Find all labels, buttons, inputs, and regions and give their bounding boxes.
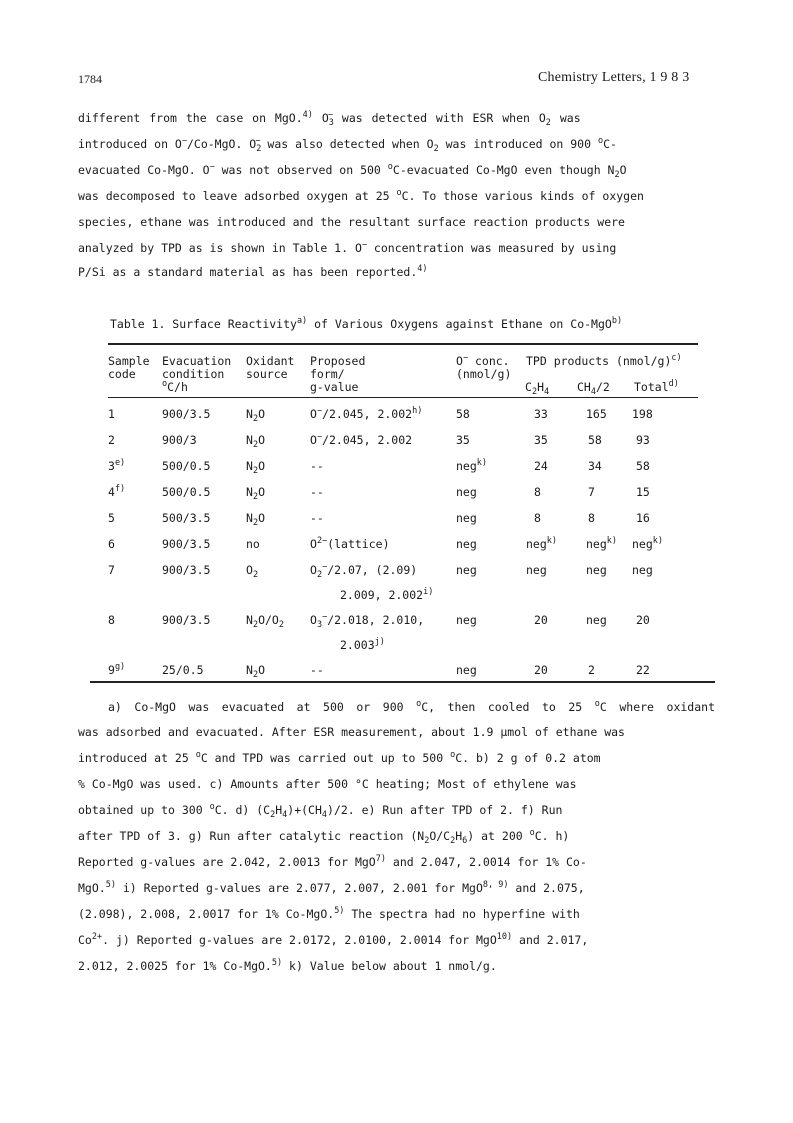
col-header-c2h4: $C_2H_4$ [525,380,550,397]
cell-conc: neg [456,663,477,677]
cell-sample-code: 8 [108,613,115,627]
cell-ch4: neg [586,613,607,627]
cell-evacuation: 900/3.5 [162,613,211,627]
cell-sample-code: 2 [108,433,115,447]
cell-total: 15 [636,485,650,499]
cell-c2h4: 20 [534,613,548,627]
footnote-line: (2.098), 2.008, 2.0017 for 1% Co-MgO.$^{5)}$ The spectra had no hyperfine with [78,906,580,921]
cell-proposed-form: O−/2.045, 2.002$^{h)}$ [310,406,423,421]
cell-c2h4: 35 [534,433,548,447]
footnote-line: after TPD of 3. g) Run after catalytic reaction $(N_2O/C_2H_6)$ at 200 $^o$C. h) [78,828,570,846]
col-header-sample: Sample code [108,354,150,381]
cell-total: 20 [636,613,650,627]
cell-ch4: 7 [588,485,595,499]
cell-total: neg$^{k)}$ [632,536,664,551]
cell-evacuation: 25/0.5 [162,663,204,677]
cell-c2h4: neg$^{k)}$ [526,536,558,551]
table-header-rule [108,397,698,398]
cell-conc: 58 [456,407,470,421]
footnote-line: introduced at 25 $^o$C and TPD was carried out up to 500 $^o$C. b) 2 g of 0.2 atom [78,750,601,765]
cell-sample-code: 7 [108,563,115,577]
cell-evacuation: 500/3.5 [162,511,211,525]
cell-oxidant: $N_2O$ [246,511,265,528]
cell-conc: neg [456,563,477,577]
cell-ch4: 34 [588,459,602,473]
footnote-line: 2.012, 2.0025 for 1% Co-MgO.$^{5)}$ k) Value below about 1 nmol/g. [78,958,497,973]
cell-evacuation: 900/3.5 [162,563,211,577]
cell-evacuation: 500/0.5 [162,459,211,473]
cell-oxidant: $N_2O$ [246,485,265,502]
cell-conc: neg [456,511,477,525]
footnote-line: a) Co-MgO was evacuated at 500 or 900 $^o$C, then cooled to 25 $^o$C where oxidant [108,699,715,714]
cell-ch4: 58 [588,433,602,447]
cell-ch4: neg [586,563,607,577]
footnote-line: % Co-MgO was used. c) Amounts after 500 °C heating; Most of ethylene was [78,777,577,791]
col-header-evacuation: Evacuation condition $^o$C/h [162,354,232,394]
cell-proposed-form: -- [310,459,324,473]
cell-proposed-form: -- [310,511,324,525]
journal-running-head: Chemistry Letters, 1 9 8 3 [538,70,690,85]
cell-oxidant: $O_2$ [246,563,259,580]
cell-c2h4: 8 [534,511,541,525]
cell-ch4: neg$^{k)}$ [586,536,618,551]
cell-ch4: 8 [588,511,595,525]
cell-conc: neg [456,537,477,551]
cell-proposed-form: -- [310,663,324,677]
body-line: was decomposed to leave adsorbed oxygen at 25 $^o$C. To those various kinds of oxygen [78,188,644,203]
cell-sample-code: 3$^{e)}$ [108,458,126,473]
body-line: different from the case on MgO.$^{4)}$ $O_3^-$ was detected with ESR when $O_2$ was [78,110,581,128]
table-bottom-rule [90,681,715,683]
cell-c2h4: 33 [534,407,548,421]
col-header-oxidant: Oxidant source [246,354,295,381]
cell-oxidant: $N_2O$ [246,663,265,680]
page-number: 1784 [78,72,102,86]
cell-proposed-form-cont: 2.009, 2.002$^{i)}$ [340,587,434,602]
cell-proposed-form: $O_2^-/2.07$, (2.09) [310,562,418,580]
table-caption: Table 1. Surface Reactivity$^{a)}$ of Various Oxygens against Ethane on Co-MgO$^{b)}$ [110,316,623,331]
col-header-proposed: Proposed form/ g-value [310,354,366,394]
footnote-line: MgO.$^{5)}$ i) Reported g-values are 2.077, 2.007, 2.001 for MgO$^{8, 9)}$ and 2.075, [78,880,585,895]
cell-oxidant: $N_2O$ [246,407,265,424]
cell-total: 16 [636,511,650,525]
col-header-tpd: TPD products (nmol/g)$^{c)}$ [526,353,682,368]
cell-sample-code: 6 [108,537,115,551]
cell-ch4: 165 [586,407,607,421]
cell-proposed-form-cont: 2.003$^{j)}$ [340,637,385,652]
cell-total: 93 [636,433,650,447]
body-line: analyzed by TPD as is shown in Table 1. O− concentration was measured by using [78,240,617,255]
cell-conc: neg [456,613,477,627]
cell-sample-code: 5 [108,511,115,525]
cell-c2h4: 24 [534,459,548,473]
footnote-line: was adsorbed and evacuated. After ESR measurement, about 1.9 µmol of ethane was [78,725,625,739]
cell-proposed-form: $O_3^-/2.018$, 2.010, [310,612,425,630]
cell-evacuation: 500/0.5 [162,485,211,499]
cell-proposed-form: $O^{2-}(lattice)$ [310,536,390,551]
col-header-ch4: $CH_4/2$ [577,380,610,397]
body-line: introduced on O−/Co-MgO. $O_2^-$ was also detected when $O_2$ was introduced on 900 $^o$C- [78,136,617,154]
cell-proposed-form: -- [310,485,324,499]
cell-evacuation: 900/3.5 [162,407,211,421]
cell-total: 22 [636,663,650,677]
cell-sample-code: 9$^{g)}$ [108,662,126,677]
cell-ch4: 2 [588,663,595,677]
footnote-line: $Co^{2+}$. j) Reported g-values are 2.0172, 2.0100, 2.0014 for MgO$^{10)}$ and 2.017, [78,932,589,947]
cell-sample-code: 4$^{f)}$ [108,484,126,499]
cell-conc: neg [456,485,477,499]
cell-oxidant: $N_2O/O_2$ [246,613,284,630]
col-header-total: Total$^{d)}$ [634,379,679,394]
table-top-rule [108,343,698,345]
cell-total: neg [632,563,653,577]
cell-evacuation: 900/3 [162,433,197,447]
cell-oxidant: no [246,537,260,551]
footnote-line: obtained up to 300 $^o$C. d) $(C_2H_4)+(CH_4)/2$. e) Run after TPD of 2. f) Run [78,802,563,820]
cell-oxidant: $N_2O$ [246,433,265,450]
cell-total: 198 [632,407,653,421]
cell-c2h4: 20 [534,663,548,677]
cell-proposed-form: O−/2.045, 2.002 [310,432,413,447]
body-line: species, ethane was introduced and the resultant surface reaction products were [78,215,625,229]
col-header-conc: O− conc. (nmol/g) [456,353,512,381]
cell-c2h4: 8 [534,485,541,499]
cell-total: 58 [636,459,650,473]
cell-evacuation: 900/3.5 [162,537,211,551]
body-line: evacuated Co-MgO. O− was not observed on 500 $^o$C-evacuated Co-MgO even though $N_2O$ [78,162,627,180]
body-line: P/Si as a standard material as has been reported.$^{4)}$ [78,264,428,279]
cell-conc: neg$^{k)}$ [456,458,488,473]
cell-oxidant: $N_2O$ [246,459,265,476]
cell-sample-code: 1 [108,407,115,421]
cell-conc: 35 [456,433,470,447]
cell-c2h4: neg [526,563,547,577]
footnote-line: Reported g-values are 2.042, 2.0013 for MgO$^{7)}$ and 2.047, 2.0014 for 1% Co- [78,854,587,869]
